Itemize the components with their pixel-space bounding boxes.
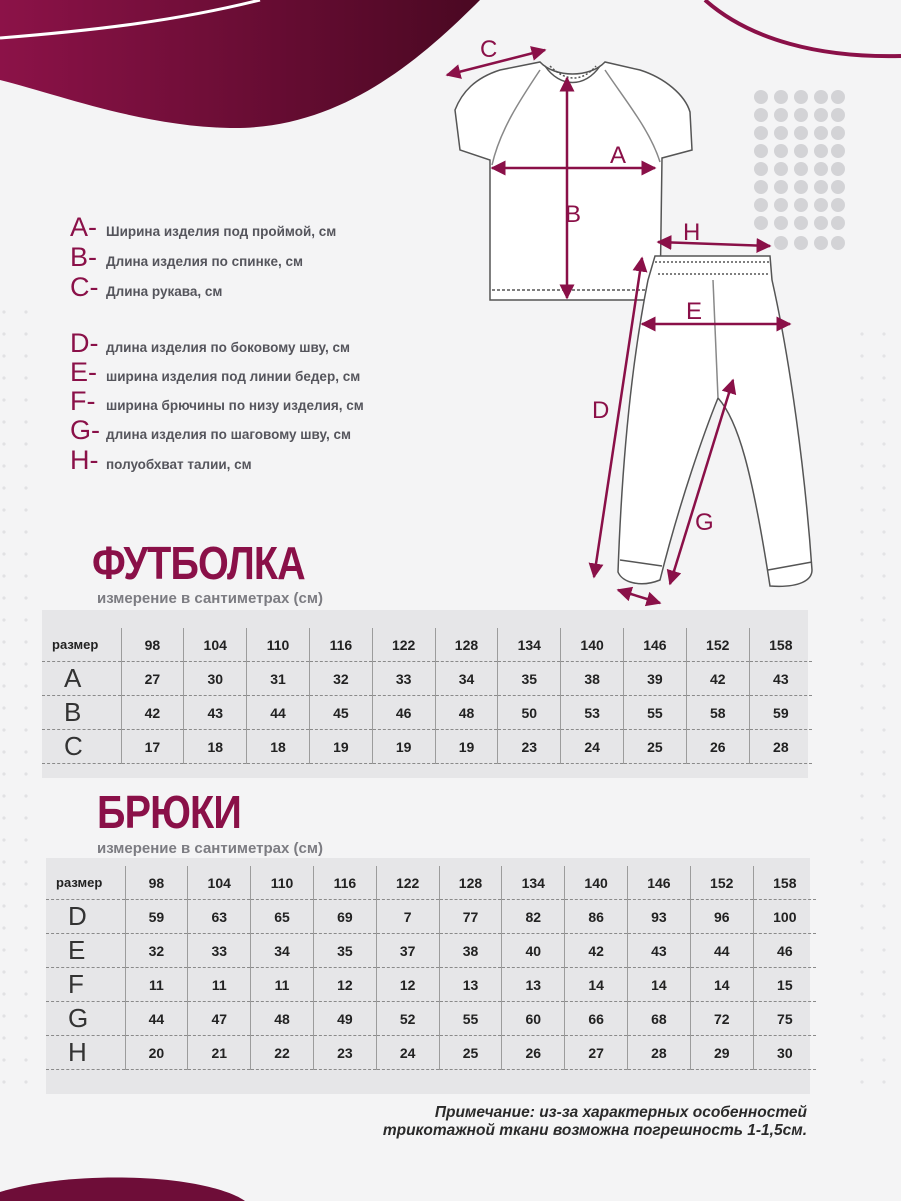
size-header-cell: 116 [309,628,372,662]
table-cell: 32 [309,662,372,696]
table-row [42,662,812,696]
table-header-row [46,866,816,900]
legend-item [70,386,364,417]
note-line-1: Примечание: из-за характерных особенностей [434,1104,807,1121]
table-cell: 35 [313,934,376,968]
legend-text: Ширина изделия под проймой, см [106,224,337,239]
size-header-cell: 140 [565,866,628,900]
size-header-cell: 104 [188,866,251,900]
table-cell: 11 [188,968,251,1002]
legend-text: Длина изделия по спинке, см [106,254,304,269]
table-cell: 48 [435,696,498,730]
pants-subtitle: измерение в сантиметрах (см) [97,840,323,857]
table-cell: 32 [125,934,188,968]
size-header-cell: 134 [502,866,565,900]
legend-letter: A- [70,212,97,242]
table-cell: 19 [435,730,498,764]
table-cell: 22 [251,1036,314,1070]
table-cell: 19 [372,730,435,764]
row-label: G [46,1002,125,1036]
table-cell: 24 [376,1036,439,1070]
table-cell: 66 [565,1002,628,1036]
row-label: B [42,696,121,730]
table-row [46,900,816,934]
table-cell: 60 [502,1002,565,1036]
table-cell: 23 [498,730,561,764]
legend-item [70,272,222,303]
row-label: A [42,662,121,696]
table-cell: 27 [121,662,184,696]
table-cell: 53 [561,696,624,730]
table-cell: 31 [247,662,310,696]
table-cell: 30 [184,662,247,696]
table-cell: 28 [749,730,812,764]
size-header-cell: 128 [435,628,498,662]
table-cell: 45 [309,696,372,730]
size-header-cell: 152 [686,628,749,662]
legend-item [70,212,336,243]
table-cell: 82 [502,900,565,934]
bottom-wave-shape [0,1178,245,1201]
table-cell: 14 [565,968,628,1002]
table-header-row [42,628,812,662]
table-cell: 30 [753,1036,816,1070]
table-cell: 59 [749,696,812,730]
row-label: H [46,1036,125,1070]
row-label: E [46,934,125,968]
table-cell: 69 [313,900,376,934]
legend-text: полуобхват талии, см [106,457,252,472]
legend-letter: G- [70,415,100,445]
table-cell: 26 [502,1036,565,1070]
table-cell: 33 [188,934,251,968]
table-cell: 26 [686,730,749,764]
table-cell: 17 [121,730,184,764]
legend-text: ширина изделия под линии бедер, см [106,369,361,384]
table-cell: 59 [125,900,188,934]
legend-letter: D- [70,328,99,358]
pants-title: БРЮКИ [97,786,241,838]
size-header-cell: 158 [753,866,816,900]
table-row [42,696,812,730]
table-row [46,968,816,1002]
legend-letter: B- [70,242,97,272]
size-header-cell: 122 [376,866,439,900]
table-cell: 75 [753,1002,816,1036]
size-header-cell: 116 [313,866,376,900]
table-row [42,730,812,764]
table-cell: 35 [498,662,561,696]
table-cell: 13 [439,968,502,1002]
size-header-cell: 98 [125,866,188,900]
size-header-cell: 110 [247,628,310,662]
tshirt-size-table [42,628,812,764]
table-cell: 42 [565,934,628,968]
table-row [46,1036,816,1070]
table-cell: 72 [690,1002,753,1036]
tshirt-title: ФУТБОЛКА [92,537,305,589]
table-cell: 13 [502,968,565,1002]
table-cell: 12 [376,968,439,1002]
table-cell: 55 [624,696,687,730]
legend-text: ширина брючины по низу изделия, см [106,398,364,413]
size-header-cell: 134 [498,628,561,662]
table-cell: 34 [435,662,498,696]
table-cell: 18 [184,730,247,764]
table-cell: 44 [690,934,753,968]
legend-item [70,242,303,273]
size-header-label: размер [42,628,121,662]
legend-item [70,357,360,388]
size-header-cell: 152 [690,866,753,900]
table-cell: 38 [561,662,624,696]
table-cell: 24 [561,730,624,764]
table-cell: 43 [184,696,247,730]
size-header-cell: 128 [439,866,502,900]
legend-letter: H- [70,445,99,475]
label-g: G [695,509,714,536]
table-cell: 11 [251,968,314,1002]
table-cell: 63 [188,900,251,934]
row-label: C [42,730,121,764]
table-cell: 25 [439,1036,502,1070]
pants-size-table [46,866,816,1070]
table-cell: 49 [313,1002,376,1036]
table-cell: 37 [376,934,439,968]
size-header-cell: 146 [628,866,691,900]
table-cell: 44 [125,1002,188,1036]
table-cell: 21 [188,1036,251,1070]
legend-text: Длина рукава, см [106,284,223,299]
label-b: B [565,201,582,228]
table-cell: 23 [313,1036,376,1070]
table-cell: 86 [565,900,628,934]
table-cell: 38 [439,934,502,968]
table-cell: 77 [439,900,502,934]
table-cell: 39 [624,662,687,696]
label-e: E [686,298,703,325]
label-d: D [592,397,610,424]
legend-letter: F- [70,386,96,416]
legend-text: длина изделия по боковому шву, см [106,340,350,355]
table-cell: 33 [372,662,435,696]
table-cell: 7 [376,900,439,934]
table-cell: 27 [565,1036,628,1070]
table-cell: 34 [251,934,314,968]
row-label: D [46,900,125,934]
pants-drawing [618,256,812,586]
table-row [46,1002,816,1036]
tshirt-subtitle: измерение в сантиметрах (см) [97,590,323,607]
table-cell: 42 [686,662,749,696]
table-cell: 43 [628,934,691,968]
table-cell: 46 [753,934,816,968]
size-header-cell: 140 [561,628,624,662]
table-cell: 14 [690,968,753,1002]
size-header-label: размер [46,866,125,900]
table-cell: 25 [624,730,687,764]
size-header-cell: 104 [184,628,247,662]
table-cell: 44 [247,696,310,730]
size-header-cell: 122 [372,628,435,662]
size-header-cell: 98 [121,628,184,662]
table-cell: 100 [753,900,816,934]
table-cell: 93 [628,900,691,934]
table-cell: 46 [372,696,435,730]
table-row [46,934,816,968]
label-h: H [683,219,701,246]
table-cell: 20 [125,1036,188,1070]
table-cell: 48 [251,1002,314,1036]
table-cell: 55 [439,1002,502,1036]
table-cell: 96 [690,900,753,934]
legend-text: длина изделия по шаговому шву, см [106,427,352,442]
label-c: C [480,36,498,63]
table-cell: 43 [749,662,812,696]
table-cell: 47 [188,1002,251,1036]
size-header-cell: 110 [251,866,314,900]
table-cell: 29 [690,1036,753,1070]
note-text [383,1104,807,1140]
legend-letter: E- [70,357,97,387]
table-cell: 15 [753,968,816,1002]
table-cell: 68 [628,1002,691,1036]
size-header-cell: 158 [749,628,812,662]
size-header-cell: 146 [624,628,687,662]
legend-item [70,328,350,359]
label-a: A [610,142,627,169]
table-cell: 65 [251,900,314,934]
legend-letter: C- [70,272,99,302]
table-cell: 11 [125,968,188,1002]
table-cell: 50 [498,696,561,730]
legend-item [70,415,351,446]
table-cell: 12 [313,968,376,1002]
note-line-2: трикотажной ткани возможна погрешность 1-1,5см. [382,1122,807,1139]
table-cell: 40 [502,934,565,968]
table-cell: 42 [121,696,184,730]
legend-item [70,445,252,476]
row-label: F [46,968,125,1002]
table-cell: 52 [376,1002,439,1036]
table-cell: 14 [628,968,691,1002]
table-cell: 58 [686,696,749,730]
table-cell: 18 [247,730,310,764]
table-cell: 28 [628,1036,691,1070]
table-cell: 19 [309,730,372,764]
